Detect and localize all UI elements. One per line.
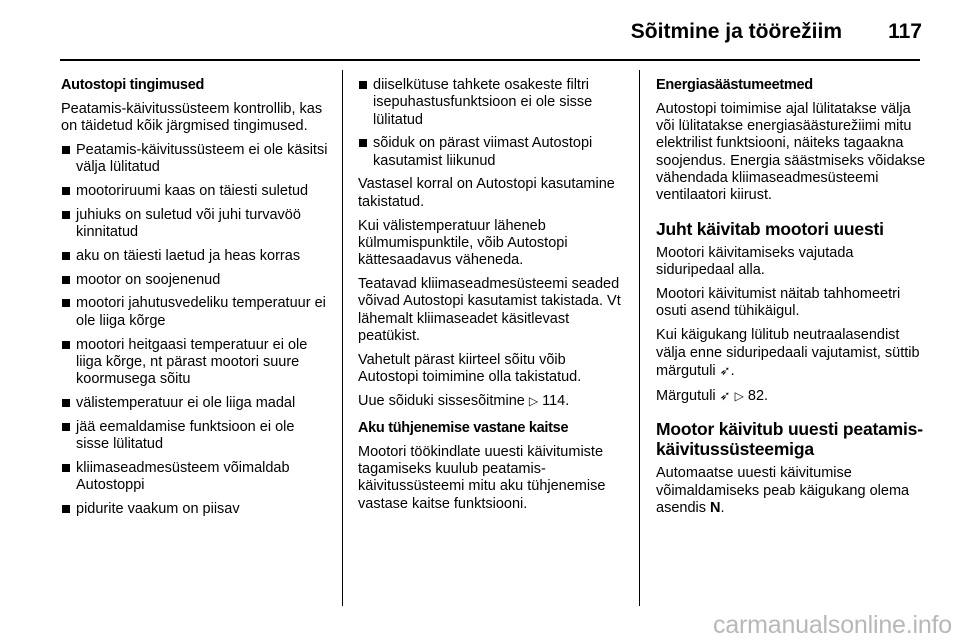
paragraph: Teatavad kliimaseadmesüsteemi seaded võivad Autostopi kasutamist takistada. Vt lähemalt kliimaseadet käsitlevast peatükist. xyxy=(358,275,621,344)
paragraph: Vastasel korral on Autostopi kasutamine takistatud. xyxy=(358,176,615,210)
autostop-indicator-icon: ➶ xyxy=(719,387,731,403)
autostop-indicator-icon: ➶ xyxy=(719,362,731,378)
square-bullet-icon xyxy=(62,211,70,219)
page-reference-arrow-icon: ▷ xyxy=(528,393,539,408)
page-title: Sõitmine ja töörežiim xyxy=(630,20,842,43)
section-heading-autostop-conditions: Autostopi tingimused xyxy=(61,77,205,93)
section-heading-system-restart: Mootor käivitub uuesti peatamis-käivitussüsteemiga xyxy=(656,418,923,459)
list-item: mootoriruumi kaas on täiesti suletud xyxy=(61,183,329,200)
square-bullet-icon xyxy=(62,187,70,195)
page-number: 117 xyxy=(888,20,922,43)
square-bullet-icon xyxy=(359,81,367,89)
column-divider-1 xyxy=(342,70,343,606)
section-heading-driver-restart: Juht käivitab mootori uuesti xyxy=(656,218,884,239)
header-divider xyxy=(60,59,920,61)
list-item: juhiuks on suletud või juhi turvavöö kinnitatud xyxy=(61,207,329,242)
list-item: välistemperatuur ei ole liiga madal xyxy=(61,395,329,412)
square-bullet-icon xyxy=(62,341,70,349)
site-watermark: carmanualsonline.info xyxy=(712,611,952,639)
square-bullet-icon xyxy=(62,464,70,472)
square-bullet-icon xyxy=(62,299,70,307)
paragraph: Mootori käivitumist näitab tahhomeetri osuti asend tühikäigul. xyxy=(656,286,901,320)
square-bullet-icon xyxy=(62,505,70,513)
list-item: pidurite vaakum on piisav xyxy=(61,501,329,518)
paragraph-with-reference: Märgutuli ➶ ▷ 82. xyxy=(656,387,769,404)
column-2 xyxy=(358,77,628,520)
paragraph: Autostopi toimimise ajal lülitatakse välja või lülitatakse energiasäästurežiimi mitu elektrilist funktsiooni, näiteks tagaakna soojendus. Energia säästmiseks võidakse vähendada kliimaseadmesüsteemi ventilaatori kiirust. xyxy=(656,100,926,204)
square-bullet-icon xyxy=(359,139,367,147)
paragraph-with-reference: Uue sõiduki sissesõitmine ▷ 114. xyxy=(358,392,570,409)
page-reference-link[interactable]: 114. xyxy=(542,392,570,409)
square-bullet-icon xyxy=(62,399,70,407)
square-bullet-icon xyxy=(62,423,70,431)
page-reference-arrow-icon: ▷ xyxy=(734,388,744,403)
square-bullet-icon xyxy=(62,276,70,284)
paragraph: Mootori käivitamiseks vajutada siduripedaal alla. xyxy=(656,245,854,279)
square-bullet-icon xyxy=(62,252,70,260)
page-reference-link[interactable]: 82. xyxy=(747,387,769,404)
column-1 xyxy=(61,77,329,525)
section-heading-energy-saving: Energiasäästumeetmed xyxy=(656,77,813,93)
paragraph-with-indicator: Kui käigukang lülitub neutraalasendist välja enne siduripedaali vajutamist, süttib märgutuli ➶. xyxy=(656,327,920,379)
paragraph: Kui välistemperatuur läheneb külmumispunktile, võib Autostopi kättesaadavus väheneda. xyxy=(358,217,568,269)
square-bullet-icon xyxy=(62,146,70,154)
list-item: aku on täiesti laetud ja heas korras xyxy=(61,248,329,265)
paragraph: Mootori töökindlate uuesti käivitumiste tagamiseks kuulub peatamis-käivitussüsteemi mitu aku tühjenemise vastase kaitse funktsiooni. xyxy=(358,443,606,512)
column-3 xyxy=(656,77,926,524)
column-divider-2 xyxy=(639,70,640,606)
list-item: mootori jahutusvedeliku temperatuur ei ole liiga kõrge xyxy=(61,295,329,330)
condition-list-continued xyxy=(358,77,628,170)
paragraph: Automaatse uuesti käivitumise võimaldamiseks peab käigukang olema asendis N. xyxy=(656,465,910,517)
list-item: Peatamis-käivitussüsteem ei ole käsitsi välja lülitatud xyxy=(61,142,329,177)
condition-list xyxy=(61,142,329,518)
list-item: kliimaseadmesüsteem võimaldab Autostoppi xyxy=(61,460,329,495)
list-item: diiselkütuse tahkete osakeste filtri isepuhastusfunktsioon ei ole sisse lülitatud xyxy=(358,77,628,129)
list-item: mootori heitgaasi temperatuur ei ole liiga kõrge, nt pärast mootori suure koormusega sõitu xyxy=(61,337,329,389)
section-heading-battery-protection: Aku tühjenemise vastane kaitse xyxy=(358,420,569,437)
list-item: sõiduk on pärast viimast Autostopi kasutamist liikunud xyxy=(358,135,628,170)
paragraph: Vahetult pärast kiirteel sõitu võib Autostopi toimimine olla takistatud. xyxy=(358,351,582,385)
list-item: jää eemaldamise funktsioon ei ole sisse lülitatud xyxy=(61,419,329,454)
paragraph: Peatamis-käivitussüsteem kontrollib, kas on täidetud kõik järgmised tingimused. xyxy=(61,100,323,135)
list-item: mootor on soojenenud xyxy=(61,272,329,289)
